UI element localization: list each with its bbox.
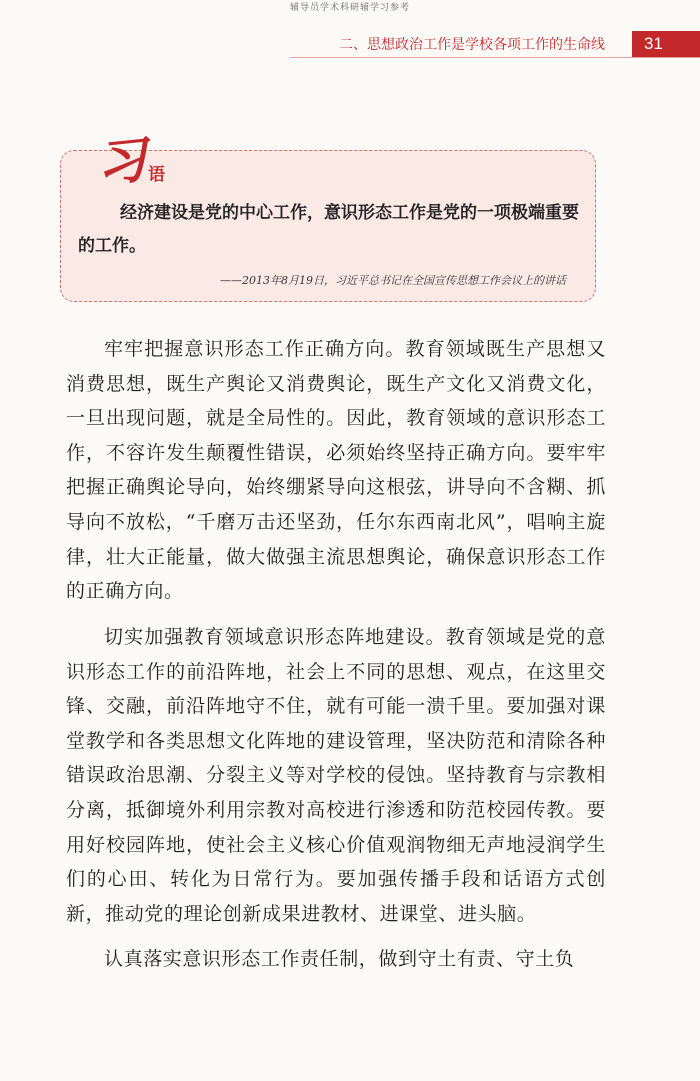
quote-text: 经济建设是党的中心工作，意识形态工作是党的一项极端重要的工作。 xyxy=(78,203,579,256)
paragraph-3: 认真落实意识形态工作责任制，做到守土有责、守土负 xyxy=(104,948,575,970)
paragraph-1: 牢牢把握意识形态工作正确方向。教育领域既生产思想又消费思想，既生产舆论又消费舆论，既生产文化又消费文化，一旦出现问题，就是全局性的。因此，教育领域的意识形态工作，不容许发生颠覆性错误，必须始终坚持正确方向。要牢牢把握正确舆论导向，始终绷紧导向这根弦，讲导向不含糊、抓导向不放松，“千磨万击还坚劲，任尔东西南北风”，唱响主旋律，壮大正能量，做大做强主流思想舆论，确保意识形态工作的正确方向。 xyxy=(66,338,606,603)
running-head: 二、思想政治工作是学校各项工作的生命线 xyxy=(339,37,605,53)
top-note: 辅导员学术科研辅学习参考 xyxy=(289,3,410,13)
quote-source: ——2013年8月19日，习近平总书记在全国宣传思想工作会议上的讲话 xyxy=(220,274,566,287)
quote-mark-large: 习 xyxy=(93,129,150,194)
header-rule xyxy=(290,57,700,58)
page-number: 31 xyxy=(632,31,700,57)
quote-mark-small: 语 xyxy=(148,165,165,185)
paragraph-2: 切实加强教育领域意识形态阵地建设。教育领域是党的意识形态工作的前沿阵地，社会上不同的思想、观点，在这里交锋、交融，前沿阵地守不住，就有可能一溃千里。要加强对课堂教学和各类思想文化阵地的建设管理，坚决防范和清除各种错误政治思潮、分裂主义等对学校的侵蚀。坚持教育与宗教相分离，抵御境外利用宗教对高校进行渗透和防范校园传教。要用好校园阵地，使社会主义核心价值观润物细无声地浸润学生们的心田、转化为日常行为。要加强传播手段和话语方式创新，推动党的理论创新成果进教材、进课堂、进头脑。 xyxy=(66,626,606,925)
